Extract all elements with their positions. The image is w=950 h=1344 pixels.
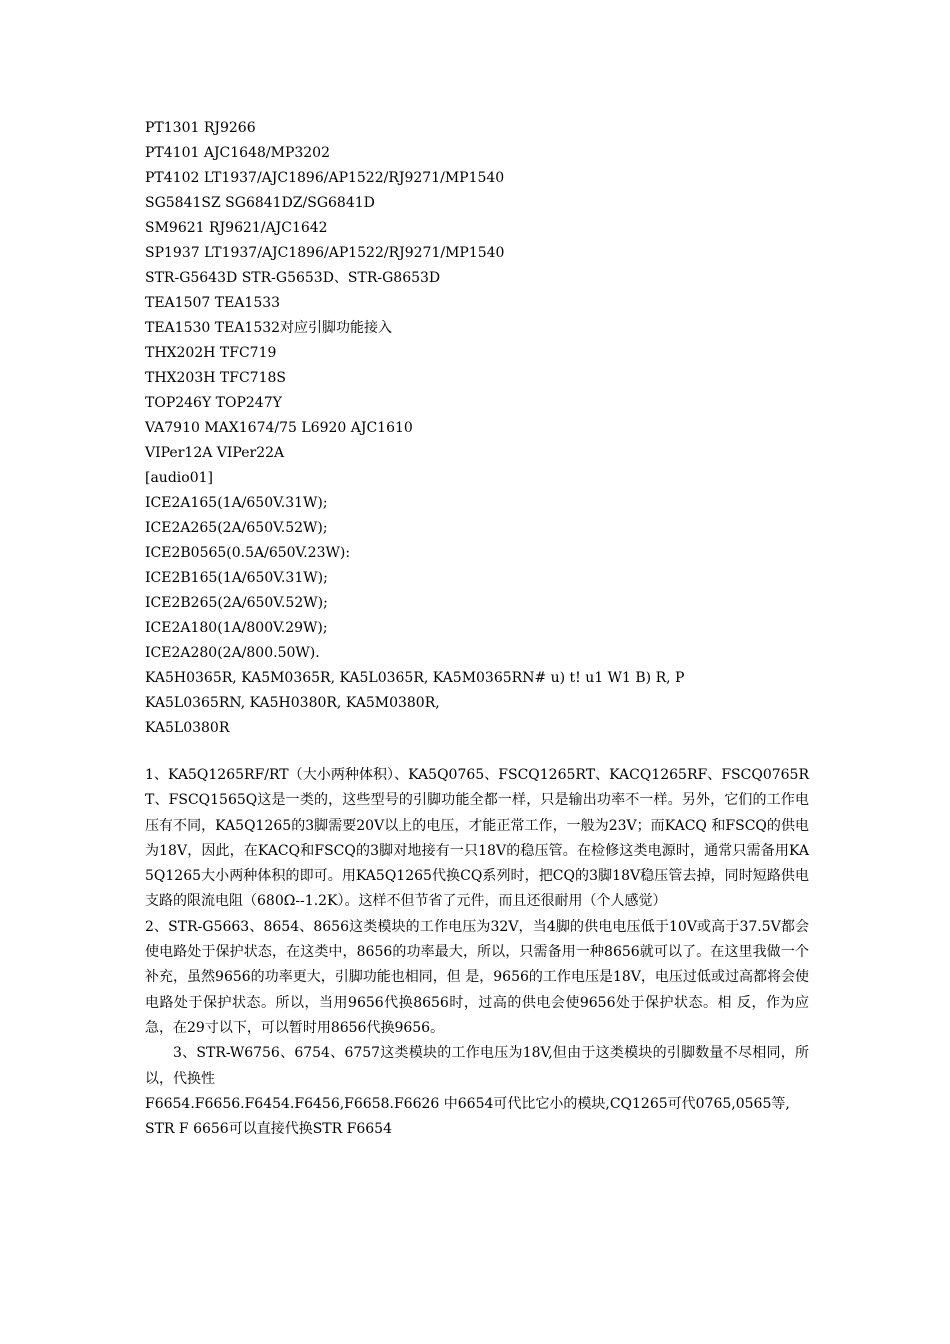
list-item: SG5841SZ SG6841DZ/SG6841D <box>145 195 375 211</box>
list-item: KA5L0380R <box>145 720 230 736</box>
list-item: VA7910 MAX1674/75 L6920 AJC1610 <box>145 420 413 436</box>
list-item: ICE2B265(2A/650V.52W); <box>145 595 328 611</box>
list-item: KA5L0365RN, KA5H0380R, KA5M0380R, <box>145 695 440 711</box>
list-item: ICE2B0565(0.5A/650V.23W): <box>145 545 351 561</box>
list-item: THX203H TFC718S <box>145 370 286 386</box>
list-item: SM9621 RJ9621/AJC1642 <box>145 220 328 236</box>
list-item: [audio01] <box>145 470 213 486</box>
list-item: PT1301 RJ9266 <box>145 120 256 136</box>
note-paragraph-5: STR F 6656可以直接代换STR F6654 <box>145 1121 392 1138</box>
list-item: ICE2B165(1A/650V.31W); <box>145 570 328 586</box>
list-item: VIPer12A VIPer22A <box>145 445 285 461</box>
list-item: TEA1507 TEA1533 <box>145 295 281 311</box>
list-item: ICE2A280(2A/800.50W). <box>145 645 320 661</box>
substitution-notes <box>145 763 809 1142</box>
list-item: ICE2A265(2A/650V.52W); <box>145 520 328 536</box>
list-item: ICE2A165(1A/650V.31W); <box>145 495 328 511</box>
note-paragraph-4: F6654.F6656.F6454.F6456,F6658.F6626 中6654可代比它小的模块,CQ1265可代0765,0565等, <box>145 1095 790 1112</box>
list-item: TEA1530 TEA1532对应引脚功能接入 <box>145 320 393 336</box>
list-item: TOP246Y TOP247Y <box>145 395 282 411</box>
note-paragraph-1: 1、KA5Q1265RF/RT（大小两种体积）、KA5Q0765、FSCQ1265RT、KACQ1265RF、FSCQ0765RT、FSCQ1565Q这是一类的，这些型号的引脚功能全都一样，只是输出功率不一样。另外，它们的工作电压有不同，KA5Q1265的3脚需要20V以上的电压，才能正常工作，一般为23V；而KACQ 和FSCQ的供电为18V，因此，在KACQ和FSCQ的3脚对地接有一只18V的稳压管。在检修这类电源时，通常只需备用KA5Q1265大小两种体积的即可。用KA5Q1265代换CQ系列时，把CQ的3脚18V稳压管去掉，同时短路供电支路的限流电阻（680Ω--1.2K）。这样不但节省了元件，而且还很耐用（个人感觉） <box>145 767 809 910</box>
list-item: THX202H TFC719 <box>145 345 277 361</box>
note-paragraph-2: 2、STR-G5663、8654、8656这类模块的工作电压为32V，当4脚的供电电压低于10V或高于37.5V都会使电路处于保护状态，在这类中，8656的功率最大，所以，只需备用一种8656就可以了。在这里我做一个补充，虽然9656的功率更大，引脚功能也相同，但 是，9656的工作电压是18V，电压过低或过高都将会使电路处于保护状态。所以，当用9656代换8656时，过高的供电会使9656处于保护状态。相 反，作为应急，在29寸以下，可以暂时用8656代换9656。 <box>145 918 809 1036</box>
list-item: KA5H0365R, KA5M0365R, KA5L0365R, KA5M0365RN# u) t! u1 W1 B) R, P <box>145 670 685 686</box>
list-item: STR-G5643D STR-G5653D、STR-G8653D <box>145 270 441 286</box>
list-item: SP1937 LT1937/AJC1896/AP1522/RJ9271/MP1540 <box>145 245 505 261</box>
list-item: PT4101 AJC1648/MP3202 <box>145 145 331 161</box>
list-item: PT4102 LT1937/AJC1896/AP1522/RJ9271/MP1540 <box>145 170 505 186</box>
list-item: ICE2A180(1A/800V.29W); <box>145 620 328 636</box>
model-substitution-list <box>145 116 815 741</box>
note-paragraph-3: 3、STR-W6756、6754、6757这类模块的工作电压为18V,但由于这类模块的引脚数量不尽相同，所以，代换性 <box>145 1045 809 1087</box>
